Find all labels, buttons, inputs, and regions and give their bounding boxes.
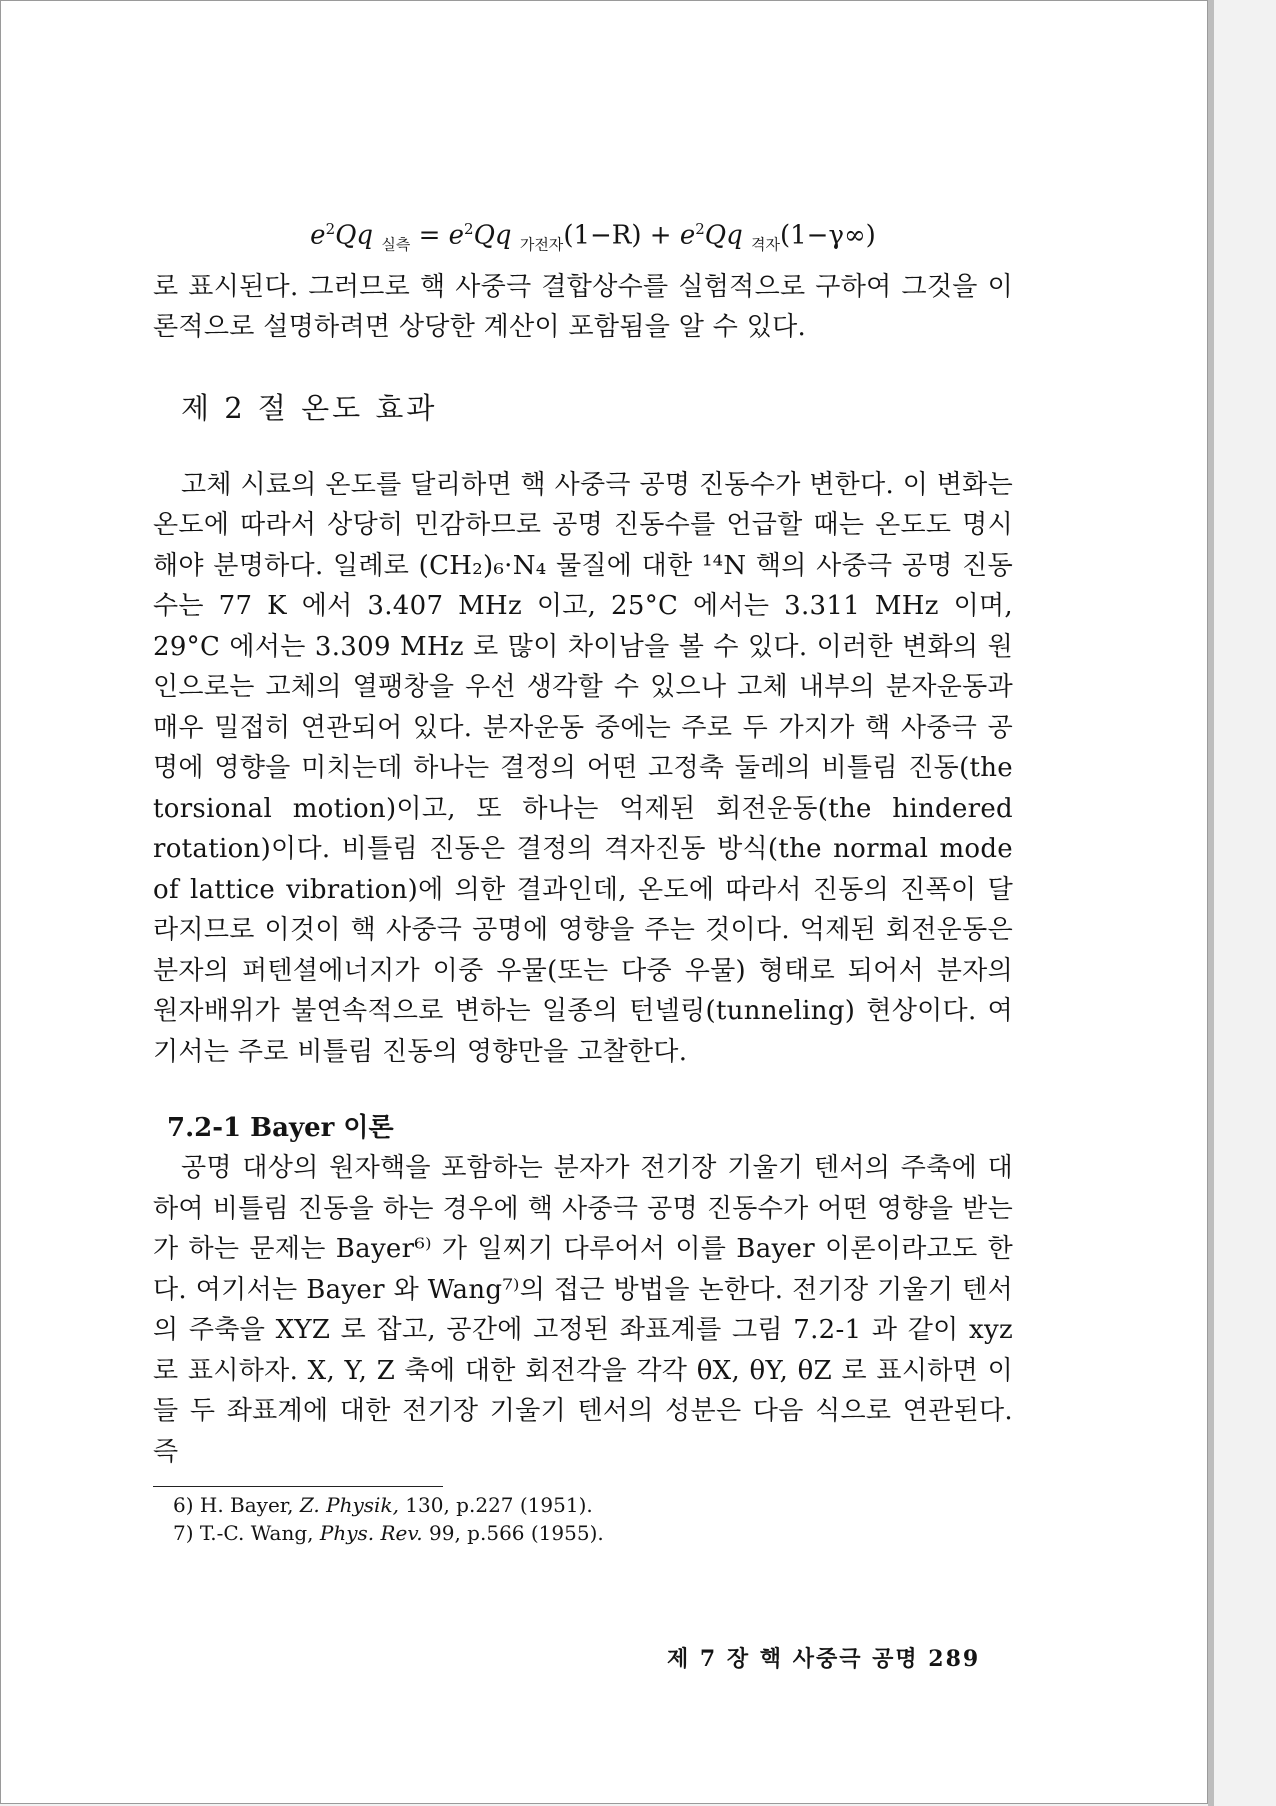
footnote-7: 7) T.-C. Wang, Phys. Rev. 99, p.566 (1955). (173, 1521, 604, 1546)
page-content (153, 209, 1013, 1547)
page-edge (1208, 0, 1214, 1806)
equation-valence-subscript: 가전자 (519, 235, 564, 254)
section-title: 제 2 절 온도 효과 (181, 390, 438, 425)
equation-lhs-subscript: 실측 (381, 235, 411, 254)
section-paragraph: 고체 시료의 온도를 달리하면 핵 사중극 공명 진동수가 변한다. 이 변화는 온도에 따라서 상당히 민감하므로 공명 진동수를 언급할 때는 온도도 명시해야 분명하다. 일례로 (CH₂)₆·N₄ 물질에 대한 ¹⁴N 핵의 사중극 공명 진동수는 77 K 에서 3.407 MHz 이고, 25°C 에서는 3.311 MHz 이며, 29°C 에서는 3.309 MHz 로 많이 차이남을 볼 수 있다. 이러한 변화의 원인으로는 고체의 열팽창을 우선 생각할 수 있으나 고체 내부의 분자운동과 매우 밀접히 연관되어 있다. 분자운동 중에는 주로 두 가지가 핵 사중극 공명에 영향을 미치는데 하나는 결정의 어떤 고정축 둘레의 비틀림 진동(the torsional motion)이고, 또 하나는 억제된 회전운동(the hindered rotation)이다. 비틀림 진동은 결정의 격자진동 방식(the normal mode of lattice vibration)에 의한 결과인데, 온도에 따라서 진동의 진폭이 달라지므로 이것이 핵 사중극 공명에 영향을 주는 것이다. 억제된 회전운동은 분자의 퍼텐셜에너지가 이중 우물(또는 다중 우물) 형태로 되어서 분자의 원자배위가 불연속적으로 변하는 일종의 턴넬링(tunneling) 현상이다. 여기서는 주로 비틀림 진동의 영향만을 고찰한다. (153, 469, 1013, 1067)
running-footer: 제 7 장 핵 사중극 공명 289 (667, 1646, 981, 1672)
footnote-6: 6) H. Bayer, Z. Physik, 130, p.227 (1951). (173, 1493, 593, 1518)
subsection-paragraph: 공명 대상의 원자핵을 포함하는 분자가 전기장 기울기 텐서의 주축에 대하여 비틀림 진동을 하는 경우에 핵 사중극 공명 진동수가 어떤 영향을 받는가 하는 문제는 Bayer⁶⁾ 가 일찌기 다루어서 이를 Bayer 이론이라고도 한다. 여기서는 Bayer 와 Wang⁷⁾의 접근 방법을 논한다. 전기장 기울기 텐서의 주축을 XYZ 로 잡고, 공간에 고정된 좌표계를 그림 7.2-1 과 같이 xyz 로 표시하자. X, Y, Z 축에 대한 회전각을 각각 θX, θY, θZ 로 표시하면 이들 두 좌표계에 대한 전기장 기울기 텐서의 성분은 다음 식으로 연관된다. 즉 (153, 1153, 1013, 1467)
equation-lattice-factor: (1−γ∞) (780, 220, 876, 251)
footnote-list (153, 1491, 1013, 1547)
equation-lattice-subscript: 격자 (751, 235, 780, 254)
equation: $e^2Qq$ $_{실측} = e^2Qq$ $_{가전자}(1-R) + e^2Qq$ $_{격자}$(1−γ∞) (310, 220, 876, 254)
equation-valence-factor: (1−R) (563, 220, 642, 251)
subsection-title: 7.2-1 Bayer 이론 (167, 1113, 394, 1144)
intro-paragraph: 로 표시된다. 그러므로 핵 사중극 결합상수를 실험적으로 구하여 그것을 이론적으로 설명하려면 상당한 계산이 포함됨을 알 수 있다. (153, 271, 1013, 343)
